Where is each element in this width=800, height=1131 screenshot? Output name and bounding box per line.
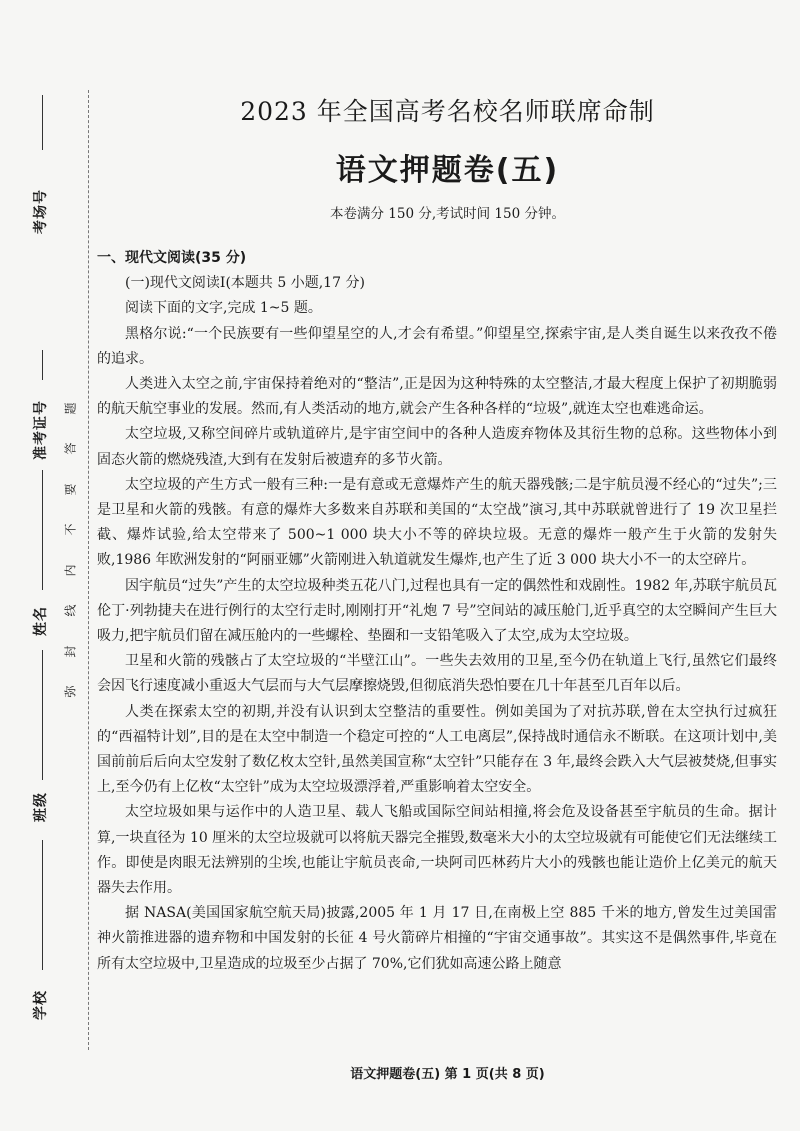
paragraph: 太空垃圾,又称空间碎片或轨道碎片,是宇宙空间中的各种人造废弃物体及其衍生物的总称。这些物体小到固态火箭的燃烧残渣,大到有在发射后被遗弃的多节火箭。 — [97, 426, 777, 468]
section-title: 一、现代文阅读(35 分) — [97, 250, 247, 266]
school-label: 学校 — [33, 990, 49, 1020]
seal-char: 答 — [63, 442, 78, 455]
paper-title: 语文押题卷(五) — [335, 153, 560, 188]
instruction: 阅读下面的文字,完成 1~5 题。 — [125, 300, 322, 317]
seal-char: 题 — [63, 402, 78, 415]
ticket-no-line — [42, 350, 43, 380]
subsection-title: (一)现代文阅读Ⅰ(本题共 5 小题,17 分) — [125, 275, 365, 292]
seal-char: 不 — [63, 523, 78, 536]
seal-char: 线 — [63, 604, 78, 617]
page-footer: 语文押题卷(五) 第 1 页(共 8 页) — [350, 1067, 545, 1082]
seal-char: 封 — [63, 645, 78, 658]
exam-room-line — [42, 95, 43, 150]
paragraph: 人类进入太空之前,宇宙保持着绝对的“整洁”,正是因为这种特殊的太空整洁,才最大程度上保护了初期脆弱的航天航空事业的发展。然而,有人类活动的地方,就会产生各种各样的“垃圾”,就连太空也难逃命运。 — [97, 376, 777, 418]
paper-info: 本卷满分 150 分,考试时间 150 分钟。 — [330, 206, 565, 222]
paragraph: 卫星和火箭的残骸占了太空垃圾的“半壁江山”。一些失去效用的卫星,至今仍在轨道上飞行,虽然它们最终会因飞行速度减小重返大气层而与大气层摩擦烧毁,但彻底消失恐怕要在几十年甚至几百年以后。 — [97, 653, 777, 695]
class-line — [42, 650, 43, 780]
seal-char: 要 — [63, 483, 78, 496]
name-label: 姓名 — [33, 606, 49, 636]
paragraph: 据 NASA(美国国家航空航天局)披露,2005 年 1 月 17 日,在南极上空 885 千米的地方,曾发生过美国雷神火箭推进器的遗弃物和中国发射的长征 4 号火箭碎片相撞的“宇宙交通事故”。其实这不是偶然事件,毕竟在所有太空垃圾中,卫星造成的垃圾至少占据了 70%,它们犹如高速公路上随意 — [97, 905, 777, 972]
paragraph: 太空垃圾的产生方式一般有三种:一是有意或无意爆炸产生的航天器残骸;二是宇航员漫不经心的“过失”;三是卫星和火箭的残骸。有意的爆炸大多数来自苏联和美国的“太空战”演习,其中苏联就曾进行了 19 次卫星拦截、爆炸试验,给太空带来了 500~1 000 块大小不等的碎块垃圾。无意的爆炸一般产生于火箭的发射失败,1986 年欧洲发射的“阿丽亚娜”火箭刚进入轨道就发生爆炸,也产生了近 3 000 块大小不一的太空碎片。 — [97, 476, 777, 569]
paragraph: 因宇航员“过失”产生的太空垃圾种类五花八门,过程也具有一定的偶然性和戏剧性。1982 年,苏联宇航员瓦伦丁·列勃捷夫在进行例行的太空行走时,刚刚打开“礼炮 7 号”空间站的减压舱门,近乎真空的太空瞬间产生巨大吸力,把宇航员们留在减压舱内的一些螺栓、垫圈和一支铅笔吸入了太空,成为太空垃圾。 — [97, 577, 777, 645]
exam-room-label: 考场号 — [33, 189, 49, 234]
paragraph: 黑格尔说:“一个民族要有一些仰望星空的人,才会有希望。”仰望星空,探索宇宙,是人类自诞生以来孜孜不倦的追求。 — [97, 325, 777, 367]
school-line — [42, 840, 43, 970]
binding-margin — [0, 0, 95, 1131]
paragraph: 太空垃圾如果与运作中的人造卫星、载人飞船或国际空间站相撞,将会危及设备甚至宇航员的生命。据计算,一块直径为 10 厘米的太空垃圾就可以将航天器完全摧毁,数毫米大小的太空垃圾就有可能使它们无法继续工作。即使是肉眼无法辨别的尘埃,也能让宇航员丧命,一块阿司匹林药片大小的残骸也能让造价上亿美元的航天器失去作用。 — [97, 804, 777, 897]
reading-passage — [97, 246, 777, 977]
paragraph: 人类在探索太空的初期,并没有认识到太空整洁的重要性。例如美国为了对抗苏联,曾在太空执行过疯狂的“西福特计划”,目的是在太空中制造一个稳定可控的“人工电离层”,保持战时通信永不断联。在这项计划中,美国前前后后向太空发射了数亿枚太空针,虽然美国宣称“太空针”只能存在 3 年,最终会跌入大气层被焚烧,但事实上,至今仍有上亿枚“太空针”成为太空垃圾漂浮着,严重影响着太空安全。 — [97, 703, 777, 796]
seal-dashed-line — [88, 90, 89, 1050]
exam-title: 2023 年全国高考名校名师联席命制 — [240, 97, 655, 126]
seal-char: 内 — [63, 564, 78, 577]
ticket-no-label: 准考证号 — [33, 400, 49, 460]
class-label: 班级 — [33, 792, 49, 822]
seal-char: 弥 — [63, 685, 78, 698]
name-line — [42, 470, 43, 590]
seal-line-text — [62, 400, 78, 700]
